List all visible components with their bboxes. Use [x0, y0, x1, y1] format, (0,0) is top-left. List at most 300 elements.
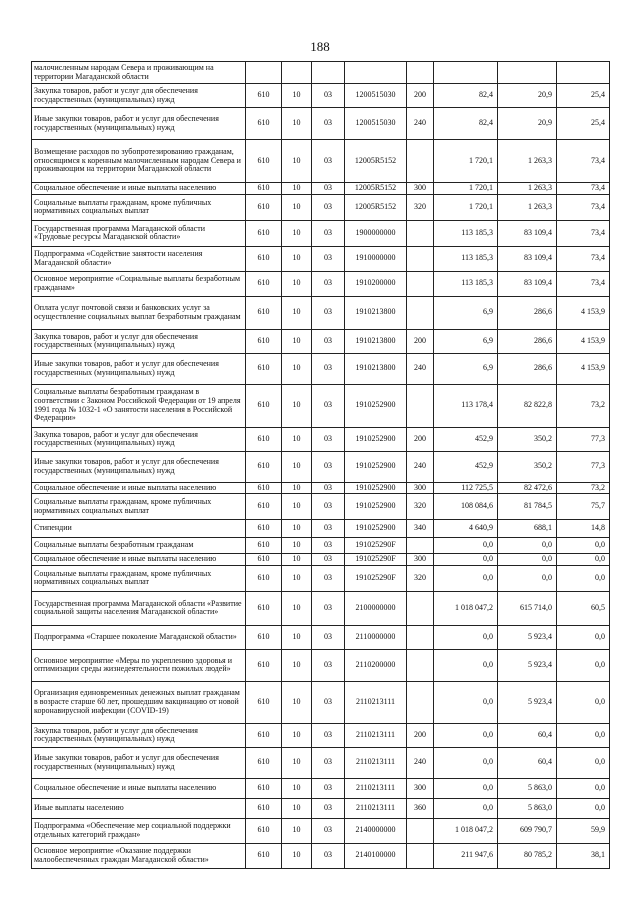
table-row — [32, 140, 610, 183]
table-row — [32, 353, 610, 384]
executed-amount-cell: 5 923,4 — [498, 681, 557, 723]
planned-amount-cell: 211 947,6 — [434, 843, 498, 868]
subsection-code-cell: 03 — [312, 538, 345, 554]
row-name-cell: Иные закупки товаров, работ и услуг для обеспечения государственных (муниципальных) нужд — [32, 451, 246, 482]
table-row — [32, 451, 610, 482]
planned-amount-cell: 108 084,6 — [434, 494, 498, 520]
planned-amount-cell: 0,0 — [434, 798, 498, 818]
subsection-code-cell: 03 — [312, 183, 345, 195]
planned-amount-cell: 0,0 — [434, 649, 498, 681]
section-code-cell: 10 — [282, 591, 312, 625]
expense-type-cell: 300 — [407, 554, 434, 566]
row-name-cell: Социальные выплаты гражданам, кроме публичных нормативных социальных выплат — [32, 494, 246, 520]
executed-amount-cell: 0,0 — [498, 554, 557, 566]
executed-amount-cell: 688,1 — [498, 520, 557, 538]
subsection-code-cell: 03 — [312, 271, 345, 296]
target-article-cell: 1910000000 — [345, 246, 407, 271]
expense-type-cell — [407, 220, 434, 246]
row-name-cell: Закупка товаров, работ и услуг для обеспечения государственных (муниципальных) нужд — [32, 329, 246, 353]
planned-amount-cell: 1 018 047,2 — [434, 591, 498, 625]
planned-amount-cell: 452,9 — [434, 451, 498, 482]
page-number: 188 — [310, 39, 330, 54]
executed-amount-cell: 5 863,0 — [498, 778, 557, 798]
section-code-cell: 10 — [282, 220, 312, 246]
subsection-code-cell: 03 — [312, 798, 345, 818]
section-code-cell: 10 — [282, 384, 312, 427]
execution-percent-cell: 4 153,9 — [557, 296, 610, 329]
row-name-cell: Социальное обеспечение и иные выплаты населению — [32, 778, 246, 798]
execution-percent-cell: 75,7 — [557, 494, 610, 520]
section-code-cell: 10 — [282, 818, 312, 843]
execution-percent-cell: 59,9 — [557, 818, 610, 843]
table-row — [32, 296, 610, 329]
ministry-code-cell: 610 — [246, 296, 282, 329]
row-name-cell: Иные закупки товаров, работ и услуг для обеспечения государственных (муниципальных) нужд — [32, 108, 246, 140]
subsection-code-cell: 03 — [312, 329, 345, 353]
ministry-code-cell: 610 — [246, 591, 282, 625]
target-article-cell: 2110213111 — [345, 747, 407, 778]
row-name-cell: Основное мероприятие «Меры по укреплению здоровья и оптимизации среды жизнедеятельности пожилых людей» — [32, 649, 246, 681]
section-code-cell: 10 — [282, 329, 312, 353]
subsection-code-cell: 03 — [312, 353, 345, 384]
target-article-cell: 2140100000 — [345, 843, 407, 868]
section-code-cell: 10 — [282, 353, 312, 384]
executed-amount-cell: 80 785,2 — [498, 843, 557, 868]
execution-percent-cell: 0,0 — [557, 798, 610, 818]
subsection-code-cell: 03 — [312, 565, 345, 591]
execution-percent-cell: 73,2 — [557, 482, 610, 494]
executed-amount-cell: 286,6 — [498, 296, 557, 329]
executed-amount-cell: 1 263,3 — [498, 140, 557, 183]
ministry-code-cell: 610 — [246, 520, 282, 538]
target-article-cell: 2110213111 — [345, 798, 407, 818]
row-name-cell: Социальное обеспечение и иные выплаты населению — [32, 183, 246, 195]
planned-amount-cell: 452,9 — [434, 427, 498, 451]
planned-amount-cell: 6,9 — [434, 329, 498, 353]
section-code-cell: 10 — [282, 194, 312, 220]
ministry-code-cell: 610 — [246, 271, 282, 296]
ministry-code-cell: 610 — [246, 108, 282, 140]
ministry-code-cell: 610 — [246, 353, 282, 384]
execution-percent-cell: 0,0 — [557, 681, 610, 723]
row-name-cell: Основное мероприятие «Оказание поддержки малообеспеченных граждан Магаданской области» — [32, 843, 246, 868]
row-name-cell: Закупка товаров, работ и услуг для обеспечения государственных (муниципальных) нужд — [32, 84, 246, 108]
target-article-cell: 1910252900 — [345, 482, 407, 494]
executed-amount-cell: 0,0 — [498, 538, 557, 554]
table-row — [32, 798, 610, 818]
target-article-cell: 191025290F — [345, 565, 407, 591]
executed-amount-cell: 60,4 — [498, 747, 557, 778]
table-row — [32, 538, 610, 554]
subsection-code-cell: 03 — [312, 451, 345, 482]
executed-amount-cell: 5 923,4 — [498, 625, 557, 649]
planned-amount-cell: 6,9 — [434, 296, 498, 329]
expense-type-cell — [407, 384, 434, 427]
table-row — [32, 246, 610, 271]
row-name-cell: Социальные выплаты гражданам, кроме публичных нормативных социальных выплат — [32, 194, 246, 220]
subsection-code-cell: 03 — [312, 625, 345, 649]
row-name-cell: Социальное обеспечение и иные выплаты населению — [32, 482, 246, 494]
target-article-cell: 2110000000 — [345, 625, 407, 649]
table-row — [32, 565, 610, 591]
subsection-code-cell: 03 — [312, 384, 345, 427]
table-row — [32, 427, 610, 451]
expense-type-cell: 320 — [407, 494, 434, 520]
section-code-cell: 10 — [282, 723, 312, 747]
executed-amount-cell — [498, 62, 557, 84]
section-code-cell: 10 — [282, 554, 312, 566]
ministry-code-cell: 610 — [246, 140, 282, 183]
planned-amount-cell: 1 720,1 — [434, 140, 498, 183]
subsection-code-cell: 03 — [312, 843, 345, 868]
subsection-code-cell: 03 — [312, 296, 345, 329]
table-row — [32, 778, 610, 798]
row-name-cell: Социальные выплаты гражданам, кроме публичных нормативных социальных выплат — [32, 565, 246, 591]
executed-amount-cell: 5 923,4 — [498, 649, 557, 681]
ministry-code-cell: 610 — [246, 818, 282, 843]
ministry-code-cell: 610 — [246, 554, 282, 566]
target-article-cell: 2110200000 — [345, 649, 407, 681]
ministry-code-cell: 610 — [246, 843, 282, 868]
section-code-cell: 10 — [282, 798, 312, 818]
subsection-code-cell: 03 — [312, 108, 345, 140]
expense-type-cell — [407, 296, 434, 329]
expense-type-cell — [407, 818, 434, 843]
executed-amount-cell: 83 109,4 — [498, 246, 557, 271]
row-name-cell: Закупка товаров, работ и услуг для обеспечения государственных (муниципальных) нужд — [32, 427, 246, 451]
target-article-cell: 191025290F — [345, 554, 407, 566]
subsection-code-cell: 03 — [312, 591, 345, 625]
execution-percent-cell: 73,4 — [557, 271, 610, 296]
expense-type-cell — [407, 591, 434, 625]
section-code-cell: 10 — [282, 296, 312, 329]
row-name-cell: Иные закупки товаров, работ и услуг для обеспечения государственных (муниципальных) нужд — [32, 747, 246, 778]
budget-table — [31, 61, 610, 869]
execution-percent-cell: 38,1 — [557, 843, 610, 868]
row-name-cell: Возмещение расходов по зубопротезированию гражданам, относящимся к коренным малочисленным народам Севера и проживающим на территории Магаданской области — [32, 140, 246, 183]
section-code-cell: 10 — [282, 84, 312, 108]
table-row — [32, 818, 610, 843]
planned-amount-cell: 113 185,3 — [434, 246, 498, 271]
execution-percent-cell: 0,0 — [557, 649, 610, 681]
expense-type-cell: 300 — [407, 778, 434, 798]
row-name-cell: Подпрограмма «Обеспечение мер социальной поддержки отдельных категорий граждан» — [32, 818, 246, 843]
section-code-cell: 10 — [282, 482, 312, 494]
execution-percent-cell: 4 153,9 — [557, 329, 610, 353]
execution-percent-cell: 73,4 — [557, 140, 610, 183]
execution-percent-cell — [557, 62, 610, 84]
executed-amount-cell: 82 472,6 — [498, 482, 557, 494]
expense-type-cell — [407, 625, 434, 649]
planned-amount-cell: 0,0 — [434, 778, 498, 798]
ministry-code-cell: 610 — [246, 681, 282, 723]
subsection-code-cell: 03 — [312, 554, 345, 566]
subsection-code-cell: 03 — [312, 723, 345, 747]
section-code-cell: 10 — [282, 520, 312, 538]
row-name-cell: Основное мероприятие «Социальные выплаты безработным гражданам» — [32, 271, 246, 296]
target-article-cell: 12005R5152 — [345, 194, 407, 220]
planned-amount-cell: 0,0 — [434, 681, 498, 723]
ministry-code-cell: 610 — [246, 427, 282, 451]
ministry-code-cell: 610 — [246, 747, 282, 778]
target-article-cell: 1910213800 — [345, 329, 407, 353]
executed-amount-cell: 286,6 — [498, 353, 557, 384]
row-name-cell: Подпрограмма «Старшее поколение Магаданской области» — [32, 625, 246, 649]
table-row — [32, 747, 610, 778]
executed-amount-cell: 82 822,8 — [498, 384, 557, 427]
target-article-cell: 1900000000 — [345, 220, 407, 246]
subsection-code-cell: 03 — [312, 681, 345, 723]
planned-amount-cell: 113 185,3 — [434, 271, 498, 296]
planned-amount-cell: 0,0 — [434, 747, 498, 778]
expense-type-cell: 340 — [407, 520, 434, 538]
table-row — [32, 108, 610, 140]
ministry-code-cell: 610 — [246, 565, 282, 591]
planned-amount-cell: 6,9 — [434, 353, 498, 384]
subsection-code-cell: 03 — [312, 778, 345, 798]
subsection-code-cell: 03 — [312, 194, 345, 220]
planned-amount-cell: 82,4 — [434, 84, 498, 108]
table-row — [32, 681, 610, 723]
target-article-cell: 1200515030 — [345, 84, 407, 108]
section-code-cell: 10 — [282, 565, 312, 591]
target-article-cell: 1910213800 — [345, 353, 407, 384]
expense-type-cell: 240 — [407, 747, 434, 778]
subsection-code-cell: 03 — [312, 140, 345, 183]
execution-percent-cell: 0,0 — [557, 565, 610, 591]
table-row — [32, 843, 610, 868]
ministry-code-cell: 610 — [246, 494, 282, 520]
planned-amount-cell: 113 185,3 — [434, 220, 498, 246]
executed-amount-cell: 350,2 — [498, 427, 557, 451]
section-code-cell: 10 — [282, 427, 312, 451]
expense-type-cell — [407, 649, 434, 681]
expense-type-cell — [407, 140, 434, 183]
table-row — [32, 194, 610, 220]
expense-type-cell — [407, 681, 434, 723]
expense-type-cell: 240 — [407, 108, 434, 140]
executed-amount-cell: 81 784,5 — [498, 494, 557, 520]
section-code-cell: 10 — [282, 108, 312, 140]
planned-amount-cell: 1 018 047,2 — [434, 818, 498, 843]
row-name-cell: Иные закупки товаров, работ и услуг для обеспечения государственных (муниципальных) нужд — [32, 353, 246, 384]
table-row — [32, 591, 610, 625]
expense-type-cell — [407, 271, 434, 296]
row-name-cell: Социальные выплаты безработным гражданам в соответствии с Законом Российской Федерации от 19 апреля 1991 года № 1032-1 «О занятости населения в Российской Федерации» — [32, 384, 246, 427]
ministry-code-cell: 610 — [246, 84, 282, 108]
execution-percent-cell: 4 153,9 — [557, 353, 610, 384]
executed-amount-cell: 83 109,4 — [498, 271, 557, 296]
target-article-cell: 1910213800 — [345, 296, 407, 329]
execution-percent-cell: 0,0 — [557, 747, 610, 778]
subsection-code-cell: 03 — [312, 494, 345, 520]
row-name-cell: Оплата услуг почтовой связи и банковских услуг за осуществление социальных выплат безработным гражданам — [32, 296, 246, 329]
table-row — [32, 84, 610, 108]
execution-percent-cell: 25,4 — [557, 84, 610, 108]
row-name-cell: малочисленным народам Севера и проживающим на территории Магаданской области — [32, 62, 246, 84]
row-name-cell: Государственная программа Магаданской области «Развитие социальной защиты населения Магаданской области» — [32, 591, 246, 625]
expense-type-cell — [407, 538, 434, 554]
ministry-code-cell: 610 — [246, 329, 282, 353]
target-article-cell: 2110213111 — [345, 723, 407, 747]
expense-type-cell: 300 — [407, 183, 434, 195]
target-article-cell — [345, 62, 407, 84]
table-row — [32, 649, 610, 681]
table-row — [32, 384, 610, 427]
section-code-cell: 10 — [282, 140, 312, 183]
row-name-cell: Социальное обеспечение и иные выплаты населению — [32, 554, 246, 566]
execution-percent-cell: 73,2 — [557, 384, 610, 427]
expense-type-cell: 200 — [407, 723, 434, 747]
planned-amount-cell: 0,0 — [434, 538, 498, 554]
row-name-cell: Государственная программа Магаданской области «Трудовые ресурсы Магаданской области» — [32, 220, 246, 246]
planned-amount-cell: 0,0 — [434, 565, 498, 591]
row-name-cell: Закупка товаров, работ и услуг для обеспечения государственных (муниципальных) нужд — [32, 723, 246, 747]
executed-amount-cell: 286,6 — [498, 329, 557, 353]
ministry-code-cell: 610 — [246, 194, 282, 220]
executed-amount-cell: 1 263,3 — [498, 194, 557, 220]
ministry-code-cell: 610 — [246, 451, 282, 482]
planned-amount-cell — [434, 62, 498, 84]
target-article-cell: 1910252900 — [345, 384, 407, 427]
section-code-cell: 10 — [282, 538, 312, 554]
planned-amount-cell: 82,4 — [434, 108, 498, 140]
table-row — [32, 482, 610, 494]
expense-type-cell — [407, 246, 434, 271]
section-code-cell: 10 — [282, 271, 312, 296]
expense-type-cell: 200 — [407, 84, 434, 108]
subsection-code-cell: 03 — [312, 818, 345, 843]
expense-type-cell: 240 — [407, 353, 434, 384]
execution-percent-cell: 0,0 — [557, 538, 610, 554]
target-article-cell: 1910252900 — [345, 427, 407, 451]
execution-percent-cell: 60,5 — [557, 591, 610, 625]
section-code-cell: 10 — [282, 747, 312, 778]
expense-type-cell: 360 — [407, 798, 434, 818]
target-article-cell: 191025290F — [345, 538, 407, 554]
execution-percent-cell: 77,3 — [557, 451, 610, 482]
ministry-code-cell: 610 — [246, 246, 282, 271]
ministry-code-cell: 610 — [246, 778, 282, 798]
execution-percent-cell: 73,4 — [557, 183, 610, 195]
execution-percent-cell: 73,4 — [557, 220, 610, 246]
target-article-cell: 2110213111 — [345, 778, 407, 798]
ministry-code-cell: 610 — [246, 798, 282, 818]
row-name-cell: Социальные выплаты безработным гражданам — [32, 538, 246, 554]
planned-amount-cell: 0,0 — [434, 625, 498, 649]
planned-amount-cell: 0,0 — [434, 554, 498, 566]
executed-amount-cell: 350,2 — [498, 451, 557, 482]
subsection-code-cell: 03 — [312, 220, 345, 246]
table-row — [32, 554, 610, 566]
execution-percent-cell: 0,0 — [557, 625, 610, 649]
executed-amount-cell: 83 109,4 — [498, 220, 557, 246]
executed-amount-cell: 1 263,3 — [498, 183, 557, 195]
subsection-code-cell: 03 — [312, 246, 345, 271]
execution-percent-cell: 0,0 — [557, 778, 610, 798]
target-article-cell: 1910252900 — [345, 494, 407, 520]
subsection-code-cell — [312, 62, 345, 84]
section-code-cell — [282, 62, 312, 84]
table-row — [32, 271, 610, 296]
section-code-cell: 10 — [282, 451, 312, 482]
table-row — [32, 329, 610, 353]
expense-type-cell — [407, 62, 434, 84]
execution-percent-cell: 14,8 — [557, 520, 610, 538]
planned-amount-cell: 1 720,1 — [434, 194, 498, 220]
ministry-code-cell: 610 — [246, 384, 282, 427]
table-row — [32, 62, 610, 84]
subsection-code-cell: 03 — [312, 747, 345, 778]
execution-percent-cell: 73,4 — [557, 194, 610, 220]
row-name-cell: Подпрограмма «Содействие занятости населения Магаданской области» — [32, 246, 246, 271]
planned-amount-cell: 0,0 — [434, 723, 498, 747]
subsection-code-cell: 03 — [312, 649, 345, 681]
execution-percent-cell: 0,0 — [557, 723, 610, 747]
section-code-cell: 10 — [282, 843, 312, 868]
target-article-cell: 1910252900 — [345, 520, 407, 538]
target-article-cell: 1910200000 — [345, 271, 407, 296]
subsection-code-cell: 03 — [312, 520, 345, 538]
subsection-code-cell: 03 — [312, 427, 345, 451]
ministry-code-cell: 610 — [246, 538, 282, 554]
execution-percent-cell: 73,4 — [557, 246, 610, 271]
target-article-cell: 1910252900 — [345, 451, 407, 482]
executed-amount-cell: 609 790,7 — [498, 818, 557, 843]
section-code-cell: 10 — [282, 246, 312, 271]
expense-type-cell: 200 — [407, 329, 434, 353]
ministry-code-cell: 610 — [246, 220, 282, 246]
execution-percent-cell: 0,0 — [557, 554, 610, 566]
row-name-cell: Иные выплаты населению — [32, 798, 246, 818]
ministry-code-cell: 610 — [246, 723, 282, 747]
executed-amount-cell: 20,9 — [498, 108, 557, 140]
planned-amount-cell: 4 640,9 — [434, 520, 498, 538]
planned-amount-cell: 1 720,1 — [434, 183, 498, 195]
expense-type-cell: 240 — [407, 451, 434, 482]
section-code-cell: 10 — [282, 649, 312, 681]
expense-type-cell — [407, 843, 434, 868]
executed-amount-cell: 615 714,0 — [498, 591, 557, 625]
execution-percent-cell: 77,3 — [557, 427, 610, 451]
ministry-code-cell — [246, 62, 282, 84]
section-code-cell: 10 — [282, 681, 312, 723]
table-row — [32, 625, 610, 649]
target-article-cell: 2100000000 — [345, 591, 407, 625]
table-body — [32, 62, 610, 869]
table-row — [32, 723, 610, 747]
section-code-cell: 10 — [282, 625, 312, 649]
subsection-code-cell: 03 — [312, 482, 345, 494]
row-name-cell: Стипендии — [32, 520, 246, 538]
section-code-cell: 10 — [282, 778, 312, 798]
expense-type-cell: 320 — [407, 565, 434, 591]
subsection-code-cell: 03 — [312, 84, 345, 108]
target-article-cell: 12005R5152 — [345, 183, 407, 195]
target-article-cell: 1200515030 — [345, 108, 407, 140]
executed-amount-cell: 60,4 — [498, 723, 557, 747]
expense-type-cell: 300 — [407, 482, 434, 494]
target-article-cell: 12005R5152 — [345, 140, 407, 183]
table-row — [32, 520, 610, 538]
target-article-cell: 2110213111 — [345, 681, 407, 723]
expense-type-cell: 200 — [407, 427, 434, 451]
planned-amount-cell: 112 725,5 — [434, 482, 498, 494]
ministry-code-cell: 610 — [246, 625, 282, 649]
planned-amount-cell: 113 178,4 — [434, 384, 498, 427]
ministry-code-cell: 610 — [246, 649, 282, 681]
executed-amount-cell: 5 863,0 — [498, 798, 557, 818]
